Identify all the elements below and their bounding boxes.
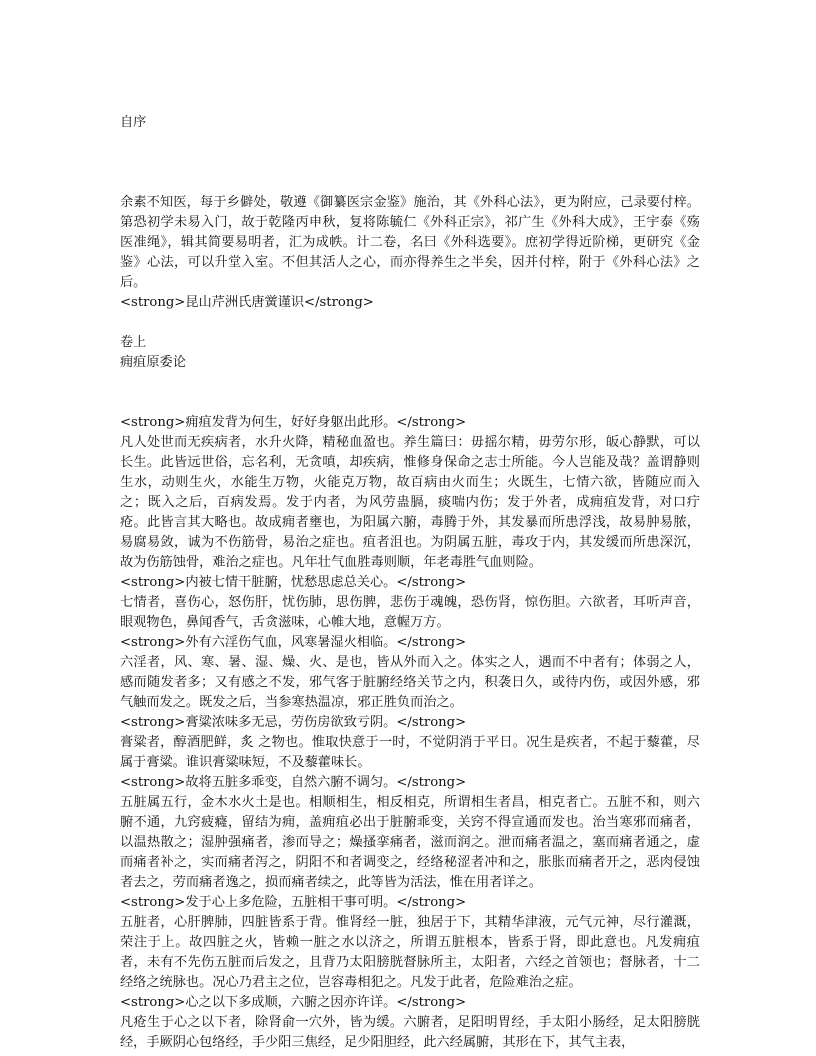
section-heading: <strong>痈疽发背为何生，好好身躯出此形。</strong> — [120, 415, 467, 430]
section-body: 凡疮生于心之以下者，除肾俞一穴外，皆为缓。六腑者，足阳明胃经，手太阳小肠经，足太阳膀胱经，手厥阴心包络经，手少阳三焦经，足少阳胆经，此六经属腑，其形在下，其气主表， — [120, 1015, 700, 1050]
preface-heading: 自序 — [120, 115, 147, 130]
spacer — [120, 133, 700, 193]
section-body: 五脏者，心肝脾肺，四脏皆系于背。惟肾经一脏，独居于下，其精华津液，元气元神，尽行灌溉，荣注于上。故四脏之火，皆赖一脏之水以济之，所谓五脏根本，皆系于肾，即此意也。凡发痈疽者，未有不先伤五脏而后发之，且背乃太阳膀胱督脉所主，太阳者，六经之首领也；督脉者，十二经络之统脉也。况心乃君主之位，岂容毒相犯之。凡发于此者，危险难治之症。 — [120, 915, 700, 990]
preface-body: 余素不知医，每于乡僻处，敬遵《御纂医宗金鉴》施治，其《外科心法》，更为附应，己录要付梓。第恐初学未易入门，故于乾隆丙申秋，复将陈毓仁《外科正宗》，祁广生《外科大成》，王宇泰《殇医准绳》，辑其简要易明者，汇为成帙。计二卷，名曰《外科选要》。庶初学得近阶梯，更研究《金鉴》心法，可以升堂入室。不但其活人之心，而亦得养生之半矣，因并付梓，附于《外科心法》之后。 — [120, 195, 700, 290]
section-body: 七情者，喜伤心，怒伤肝，忧伤肺，思伤脾，悲伤于魂魄，恐伤肾，惊伤胆。六欲者，耳听声音，眼观物色，鼻闻香气，舌贪滋味，心帷大地，意幄万方。 — [120, 595, 700, 630]
section-body: 六淫者，风、寒、暑、湿、燥、火、是也，皆从外而入之。体实之人，遇而不中者有；体弱之人，感而随发者多；又有感之不发，邪气客于脏腑经络关节之内，积袭日久，或待内伤，或因外感，邪气触而发之。既发之后，当参寒热温凉，邪正胜负而治之。 — [120, 655, 700, 710]
section-body: 凡人处世而无疾病者，水升火降，精秘血盈也。养生篇曰：毋摇尔精，毋劳尔形，皈心静默，可以长生。此皆远世俗，忘名利，无贪嗔，却疾病，惟修身保命之志士所能。今人岂能及哉？盖谓静则生水，动则生火，水能生万物，火能克万物，故百病由火而生；火既生，七情六欲，皆随应而入之；既入之后，百病发焉。发于内者，为风劳蛊膈，痰喘内伤；发于外者，成痈疽发背，对口疔疮。此皆言其大略也。故成痈者壅也，为阳属六腑，毒腾于外，其发暴而所患浮浅，故易肿易脓，易腐易敛，诚为不伤筋骨，易治之症也。疽者沮也。为阴属五脏，毒攻于内，其发缓而所患深沉，故为伤筋蚀骨，难治之症也。凡年壮气血胜毒则顺，年老毒胜气血则险。 — [120, 435, 700, 570]
section-heading: <strong>内被七情干脏腑，忧愁思虑总关心。</strong> — [120, 575, 467, 590]
spacer — [120, 313, 700, 333]
volume-subtitle: 痈疽原委论 — [120, 355, 186, 370]
section-body: 膏粱者，醇酒肥鲜，炙 之物也。惟取快意于一时，不觉阴消于平日。况生是疾者，不起于藜藿，尽属于膏粱。谁识膏粱味短，不及藜藿味长。 — [120, 735, 700, 770]
section-heading: <strong>故将五脏多乖变，自然六腑不调匀。</strong> — [120, 775, 467, 790]
volume-title: 卷上 — [120, 335, 147, 350]
section-heading: <strong>外有六淫伤气血，风寒暑湿火相临。</strong> — [120, 635, 467, 650]
preface-signature: <strong>昆山芹洲氏唐黉谨识</strong> — [120, 295, 374, 310]
section-body: 五脏属五行，金木水火土是也。相顺相生，相反相克，所谓相生者昌，相克者亡。五脏不和，则六腑不通，九窍疲癃，留结为痈，盖痈疽必出于脏腑乖变，关窍不得宣通而发也。治当寒邪而痛者，以温热散之；湿肿强痛者，渗而导之；燥搔挛痛者，滋而润之。泄而痛者温之，塞而痛者通之，虚而痛者补之，实而痛者泻之，阴阳不和者调变之，经络秘涩者冲和之，胀胀而痛者开之，恶肉侵蚀者去之，劳而痛者逸之，损而痛者续之，此等皆为活法，惟在用者详之。 — [120, 795, 700, 890]
section-heading: <strong>心之以下多成顺，六腑之因亦许详。</strong> — [120, 995, 467, 1010]
document-page — [120, 113, 700, 1053]
section-heading: <strong>膏粱浓味多无忌，劳伤房欲致亏阴。</strong> — [120, 715, 467, 730]
section-heading: <strong>发于心上多危险，五脏相干事可明。</strong> — [120, 895, 467, 910]
spacer — [120, 373, 700, 413]
